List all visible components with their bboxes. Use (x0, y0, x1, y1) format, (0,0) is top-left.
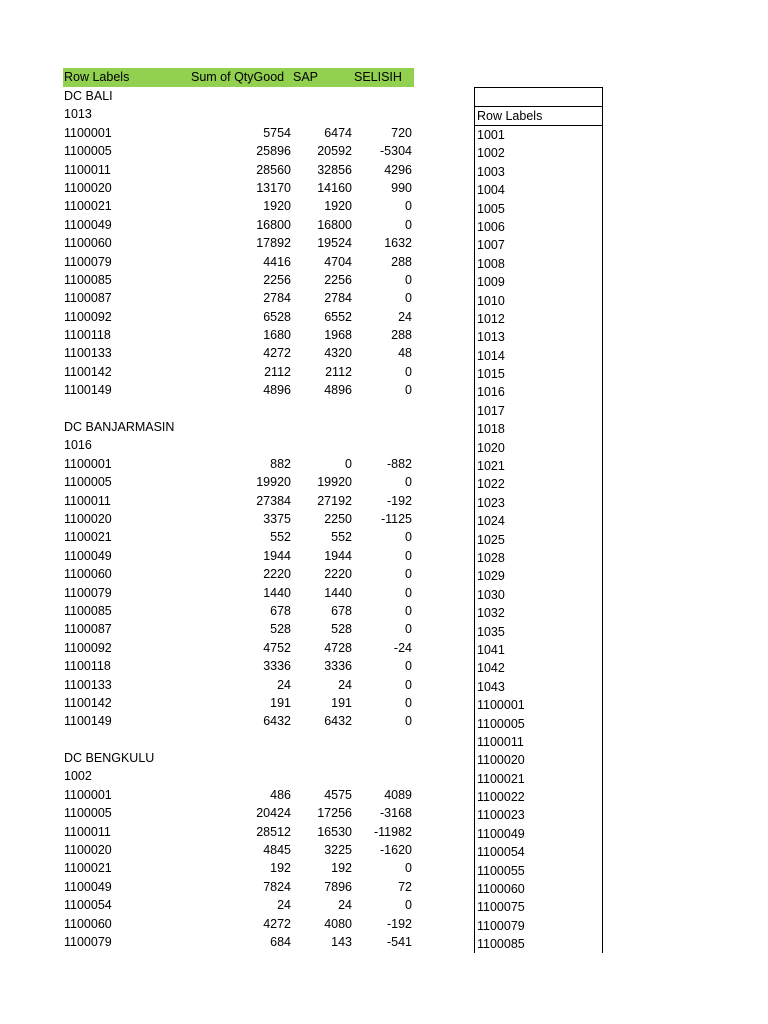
sap-cell[interactable]: 4320 (324, 346, 352, 361)
qty-good-cell[interactable]: 4752 (263, 640, 291, 655)
material-code-cell[interactable]: 1100092 (64, 640, 112, 655)
qty-good-cell[interactable]: 1944 (263, 548, 291, 563)
side-list-item[interactable]: 1013 (477, 330, 505, 345)
qty-good-cell[interactable]: 5754 (263, 125, 291, 140)
qty-good-cell[interactable]: 28560 (256, 162, 291, 177)
qty-good-cell[interactable]: 6432 (263, 714, 291, 729)
side-list-item[interactable]: 1100020 (477, 753, 525, 768)
selisih-cell[interactable]: -5304 (380, 144, 412, 159)
side-list-item[interactable]: 1018 (477, 422, 505, 437)
header-selisih[interactable]: SELISIH (354, 70, 402, 84)
side-list-item[interactable]: 1008 (477, 256, 505, 271)
qty-good-cell[interactable]: 191 (270, 695, 291, 710)
side-list-item[interactable]: 1028 (477, 550, 505, 565)
selisih-cell[interactable]: 4089 (384, 787, 412, 802)
table-row (63, 289, 414, 307)
material-code-cell[interactable]: 1100021 (64, 199, 112, 214)
sap-cell[interactable]: 4575 (324, 787, 352, 802)
pivot-body (63, 87, 414, 951)
table-row (63, 547, 414, 565)
dc-code-cell[interactable]: 1016 (64, 438, 92, 453)
selisih-cell[interactable]: 0 (405, 898, 412, 913)
spacer-row (63, 400, 414, 418)
table-row (63, 510, 414, 528)
selisih-cell[interactable]: 24 (398, 309, 412, 324)
side-list-item[interactable]: 1003 (477, 164, 505, 179)
qty-good-cell[interactable]: 4896 (263, 383, 291, 398)
material-code-cell[interactable]: 1100049 (64, 217, 112, 232)
sap-cell[interactable]: 3225 (324, 843, 352, 858)
table-row (63, 676, 414, 694)
material-code-cell[interactable]: 1100079 (64, 585, 112, 600)
side-row-labels-list (474, 87, 603, 953)
side-list-item[interactable]: 1100075 (477, 900, 525, 915)
table-row (63, 179, 414, 197)
side-list-item[interactable]: 1030 (477, 587, 505, 602)
qty-good-cell[interactable]: 20424 (256, 806, 291, 821)
sap-cell[interactable]: 24 (338, 898, 352, 913)
selisih-cell[interactable]: 0 (405, 714, 412, 729)
material-code-cell[interactable]: 1100142 (64, 364, 112, 379)
selisih-cell[interactable]: 0 (405, 217, 412, 232)
sap-cell[interactable]: 6552 (324, 309, 352, 324)
qty-good-cell[interactable]: 2112 (264, 364, 291, 379)
qty-good-cell[interactable]: 25896 (256, 144, 291, 159)
qty-good-cell[interactable]: 2220 (263, 567, 291, 582)
selisih-cell[interactable]: 48 (398, 346, 412, 361)
material-code-cell[interactable]: 1100087 (64, 291, 112, 306)
sap-cell[interactable]: 19920 (317, 475, 352, 490)
table-row (63, 473, 414, 491)
material-code-cell[interactable]: 1100079 (64, 254, 112, 269)
group-code-row (63, 105, 414, 123)
header-row-labels[interactable]: Row Labels (64, 70, 130, 84)
material-code-cell[interactable]: 1100133 (64, 346, 112, 361)
material-code-cell[interactable]: 1100049 (64, 879, 112, 894)
selisih-cell[interactable]: -541 (386, 934, 412, 949)
group-dc-row (63, 87, 414, 105)
qty-good-cell[interactable]: 2256 (263, 272, 291, 287)
sap-cell[interactable]: 17256 (317, 806, 352, 821)
side-list-item[interactable]: 1100005 (477, 716, 525, 731)
sap-cell[interactable]: 3336 (324, 659, 352, 674)
sap-cell[interactable]: 2220 (324, 567, 352, 582)
table-row (63, 344, 414, 362)
side-list-item[interactable]: 1032 (477, 606, 505, 621)
selisih-cell[interactable]: 0 (405, 199, 412, 214)
side-list-item[interactable]: 1020 (477, 440, 505, 455)
side-list-item[interactable]: 1010 (477, 293, 505, 308)
table-row (63, 363, 414, 381)
header-sap[interactable]: SAP (293, 70, 319, 84)
material-code-cell[interactable]: 1100049 (64, 548, 112, 563)
sap-cell[interactable]: 2784 (324, 291, 352, 306)
qty-good-cell[interactable]: 1680 (263, 328, 291, 343)
dc-code-cell[interactable]: 1013 (64, 107, 92, 122)
table-row (63, 859, 414, 877)
material-code-cell[interactable]: 1100011 (64, 493, 111, 508)
qty-good-cell[interactable]: 1440 (263, 585, 291, 600)
qty-good-cell[interactable]: 882 (270, 456, 291, 471)
material-code-cell[interactable]: 1100149 (64, 714, 112, 729)
sap-cell[interactable]: 0 (345, 456, 352, 471)
material-code-cell[interactable]: 1100118 (64, 328, 111, 343)
selisih-cell[interactable]: 288 (391, 254, 412, 269)
qty-good-cell[interactable]: 4416 (263, 254, 291, 269)
side-list-item[interactable]: 1007 (477, 238, 505, 253)
table-row (63, 657, 414, 675)
table-row (63, 271, 414, 289)
header-sum-qtygood[interactable]: Sum of QtyGood (191, 70, 285, 84)
side-list-item[interactable]: 1100011 (477, 734, 524, 749)
table-row (63, 584, 414, 602)
qty-good-cell[interactable]: 552 (270, 530, 291, 545)
qty-good-cell[interactable]: 192 (270, 861, 291, 876)
table-row (63, 197, 414, 215)
side-list-item[interactable]: 1100021 (477, 771, 525, 786)
selisih-cell[interactable]: -3168 (380, 806, 412, 821)
qty-good-cell[interactable]: 16800 (256, 217, 291, 232)
sap-cell[interactable]: 1968 (324, 328, 352, 343)
selisih-cell[interactable]: 0 (405, 861, 412, 876)
qty-good-cell[interactable]: 528 (270, 622, 291, 637)
sap-cell[interactable]: 7896 (324, 879, 352, 894)
selisih-cell[interactable]: 0 (405, 585, 412, 600)
qty-good-cell[interactable]: 678 (270, 603, 291, 618)
sap-cell[interactable]: 4704 (324, 254, 352, 269)
side-header-row-labels[interactable]: Row Labels (475, 107, 602, 126)
qty-good-cell[interactable]: 6528 (263, 309, 291, 324)
qty-good-cell[interactable]: 28512 (256, 824, 291, 839)
sap-cell[interactable]: 4896 (324, 383, 352, 398)
table-row (63, 602, 414, 620)
side-empty-cell[interactable] (475, 87, 602, 107)
table-row (63, 216, 414, 234)
dc-name-cell[interactable]: DC BALI (64, 89, 113, 103)
material-code-cell[interactable]: 1100142 (64, 695, 112, 710)
side-list-item[interactable]: 1025 (477, 532, 505, 547)
selisih-cell[interactable]: 720 (391, 125, 412, 140)
selisih-cell[interactable]: -1620 (380, 843, 412, 858)
selisih-cell[interactable]: 0 (405, 272, 412, 287)
material-code-cell[interactable]: 1100060 (64, 567, 112, 582)
table-row (63, 161, 414, 179)
qty-good-cell[interactable]: 2784 (263, 291, 291, 306)
side-list-item[interactable]: 1100023 (477, 808, 525, 823)
selisih-cell[interactable]: 0 (405, 677, 412, 692)
qty-good-cell[interactable]: 3375 (263, 511, 291, 526)
side-list-item[interactable]: 1100001 (477, 698, 525, 713)
group-dc-row (63, 418, 414, 436)
material-code-cell[interactable]: 1100005 (64, 144, 112, 159)
selisih-cell[interactable]: 0 (405, 291, 412, 306)
sap-cell[interactable]: 1944 (324, 548, 352, 563)
side-list-item[interactable]: 1100054 (477, 845, 525, 860)
table-row (63, 234, 414, 252)
selisih-cell[interactable]: 0 (405, 364, 412, 379)
selisih-cell[interactable]: 0 (405, 475, 412, 490)
table-row (63, 933, 414, 951)
qty-good-cell[interactable]: 19920 (256, 475, 291, 490)
side-list-item[interactable]: 1004 (477, 183, 505, 198)
sap-cell[interactable]: 528 (331, 622, 352, 637)
side-list-item[interactable]: 1035 (477, 624, 505, 639)
selisih-cell[interactable]: 0 (405, 695, 412, 710)
sap-cell[interactable]: 1920 (324, 199, 352, 214)
group-dc-row (63, 749, 414, 767)
spacer-row (63, 731, 414, 749)
material-code-cell[interactable]: 1100005 (64, 806, 112, 821)
side-list-item[interactable]: 1100060 (477, 882, 525, 897)
side-list-item[interactable]: 1100049 (477, 826, 525, 841)
selisih-cell[interactable]: 0 (405, 383, 412, 398)
sap-cell[interactable]: 6432 (324, 714, 352, 729)
sap-cell[interactable]: 4080 (324, 916, 352, 931)
table-row (63, 124, 414, 142)
material-code-cell[interactable]: 1100005 (64, 475, 112, 490)
side-list-item[interactable]: 1002 (477, 146, 505, 161)
side-list-item[interactable]: 1005 (477, 201, 505, 216)
material-code-cell[interactable]: 1100021 (64, 530, 112, 545)
sap-cell[interactable]: 552 (331, 530, 352, 545)
table-row (63, 253, 414, 271)
qty-good-cell[interactable]: 486 (270, 787, 291, 802)
dc-name-cell[interactable]: DC BENGKULU (64, 751, 155, 766)
table-row (63, 639, 414, 657)
sap-cell[interactable]: 6474 (324, 125, 352, 140)
table-row (63, 878, 414, 896)
material-code-cell[interactable]: 1100092 (64, 309, 112, 324)
side-list-item[interactable]: 1021 (477, 459, 505, 474)
material-code-cell[interactable]: 1100133 (64, 677, 112, 692)
side-list-item[interactable]: 1022 (477, 477, 505, 492)
material-code-cell[interactable]: 1100079 (64, 934, 112, 949)
sap-cell[interactable]: 24 (338, 677, 352, 692)
qty-good-cell[interactable]: 4272 (263, 346, 291, 361)
table-row (63, 823, 414, 841)
material-code-cell[interactable]: 1100001 (64, 125, 112, 140)
material-code-cell[interactable]: 1100118 (64, 659, 111, 674)
qty-good-cell[interactable]: 7824 (263, 879, 291, 894)
side-list-item[interactable]: 1017 (477, 403, 505, 418)
sap-cell[interactable]: 14160 (317, 180, 352, 195)
side-body (475, 126, 602, 954)
selisih-cell[interactable]: -24 (393, 640, 412, 655)
material-code-cell[interactable]: 1100020 (64, 180, 112, 195)
sap-cell[interactable]: 678 (331, 603, 352, 618)
side-list-item[interactable]: 1100022 (477, 790, 525, 805)
material-code-cell[interactable]: 1100054 (64, 898, 112, 913)
sap-cell[interactable]: 27192 (317, 493, 352, 508)
table-row (63, 620, 414, 638)
material-code-cell[interactable]: 1100020 (64, 511, 112, 526)
table-row (63, 308, 414, 326)
sap-cell[interactable]: 16530 (317, 824, 352, 839)
selisih-cell[interactable]: -1125 (380, 511, 412, 526)
side-list-item[interactable]: 1029 (477, 569, 505, 584)
side-list-item[interactable]: 1012 (477, 311, 505, 326)
table-row (63, 565, 414, 583)
selisih-cell[interactable]: -11982 (374, 824, 412, 839)
sap-cell[interactable]: 2256 (324, 272, 352, 287)
sap-cell[interactable]: 1440 (324, 585, 352, 600)
material-code-cell[interactable]: 1100001 (64, 787, 112, 802)
pivot-table (63, 68, 414, 951)
table-row (63, 492, 414, 510)
material-code-cell[interactable]: 1100085 (64, 603, 112, 618)
qty-good-cell[interactable]: 4272 (263, 916, 291, 931)
table-row (63, 915, 414, 933)
table-row (63, 896, 414, 914)
selisih-cell[interactable]: -192 (386, 916, 412, 931)
group-code-row (63, 767, 414, 785)
sap-cell[interactable]: 4728 (324, 640, 352, 655)
selisih-cell[interactable]: 0 (405, 603, 412, 618)
group-code-row (63, 436, 414, 454)
dc-name-cell[interactable]: DC BANJARMASIN (64, 420, 175, 435)
sap-cell[interactable]: 2250 (324, 511, 352, 526)
material-code-cell[interactable]: 1100060 (64, 916, 112, 931)
table-row (63, 326, 414, 344)
qty-good-cell[interactable]: 17892 (256, 236, 291, 251)
side-list-item[interactable]: 1016 (477, 385, 505, 400)
pivot-header-row (63, 68, 414, 87)
selisih-cell[interactable]: 4296 (384, 162, 412, 177)
table-row (63, 841, 414, 859)
selisih-cell[interactable]: 0 (405, 567, 412, 582)
table-row (63, 694, 414, 712)
qty-good-cell[interactable]: 24 (277, 677, 291, 692)
side-list-item[interactable]: 1100079 (477, 918, 525, 933)
selisih-cell[interactable]: 72 (398, 879, 412, 894)
material-code-cell[interactable]: 1100021 (64, 861, 112, 876)
qty-good-cell[interactable]: 4845 (263, 843, 291, 858)
material-code-cell[interactable]: 1100011 (64, 162, 111, 177)
material-code-cell[interactable]: 1100087 (64, 622, 112, 637)
sap-cell[interactable]: 2112 (325, 364, 352, 379)
sap-cell[interactable]: 16800 (317, 217, 352, 232)
material-code-cell[interactable]: 1100149 (64, 383, 112, 398)
material-code-cell[interactable]: 1100085 (64, 272, 112, 287)
side-list-item[interactable]: 1042 (477, 661, 505, 676)
dc-code-cell[interactable]: 1002 (64, 769, 92, 784)
side-list-item[interactable]: 1006 (477, 219, 505, 234)
side-list-item[interactable]: 1041 (477, 642, 505, 657)
side-list-item[interactable]: 1009 (477, 275, 505, 290)
sap-cell[interactable]: 32856 (317, 162, 352, 177)
table-row (63, 455, 414, 473)
qty-good-cell[interactable]: 24 (277, 898, 291, 913)
side-list-item[interactable]: 1014 (477, 348, 505, 363)
selisih-cell[interactable]: 0 (405, 548, 412, 563)
material-code-cell[interactable]: 1100001 (64, 456, 112, 471)
qty-good-cell[interactable]: 1920 (263, 199, 291, 214)
qty-good-cell[interactable]: 3336 (263, 659, 291, 674)
selisih-cell[interactable]: 1632 (384, 236, 412, 251)
material-code-cell[interactable]: 1100011 (64, 824, 111, 839)
table-row (63, 528, 414, 546)
table-row (63, 786, 414, 804)
side-list-item[interactable]: 1015 (477, 367, 505, 382)
qty-good-cell[interactable]: 684 (270, 934, 291, 949)
sap-cell[interactable]: 20592 (317, 144, 352, 159)
selisih-cell[interactable]: 990 (391, 180, 412, 195)
side-list-item[interactable]: 1024 (477, 514, 505, 529)
selisih-cell[interactable]: 288 (391, 328, 412, 343)
qty-good-cell[interactable]: 27384 (256, 493, 291, 508)
material-code-cell[interactable]: 1100020 (64, 843, 112, 858)
selisih-cell[interactable]: -882 (386, 456, 412, 471)
side-list-item[interactable]: 1043 (477, 679, 505, 694)
table-row (63, 712, 414, 730)
qty-good-cell[interactable]: 13170 (256, 180, 291, 195)
sap-cell[interactable]: 143 (331, 934, 352, 949)
side-list-item[interactable]: 1023 (477, 495, 505, 510)
selisih-cell[interactable]: 0 (405, 622, 412, 637)
selisih-cell[interactable]: -192 (386, 493, 412, 508)
table-row (63, 381, 414, 399)
sap-cell[interactable]: 19524 (317, 236, 352, 251)
sap-cell[interactable]: 191 (331, 695, 352, 710)
side-list-item[interactable]: 1100055 (477, 863, 525, 878)
selisih-cell[interactable]: 0 (405, 659, 412, 674)
material-code-cell[interactable]: 1100060 (64, 236, 112, 251)
sap-cell[interactable]: 192 (331, 861, 352, 876)
table-row (63, 142, 414, 160)
side-list-item[interactable]: 1100085 (477, 937, 525, 952)
table-row (63, 804, 414, 822)
side-list-item[interactable]: 1001 (477, 128, 505, 142)
selisih-cell[interactable]: 0 (405, 530, 412, 545)
